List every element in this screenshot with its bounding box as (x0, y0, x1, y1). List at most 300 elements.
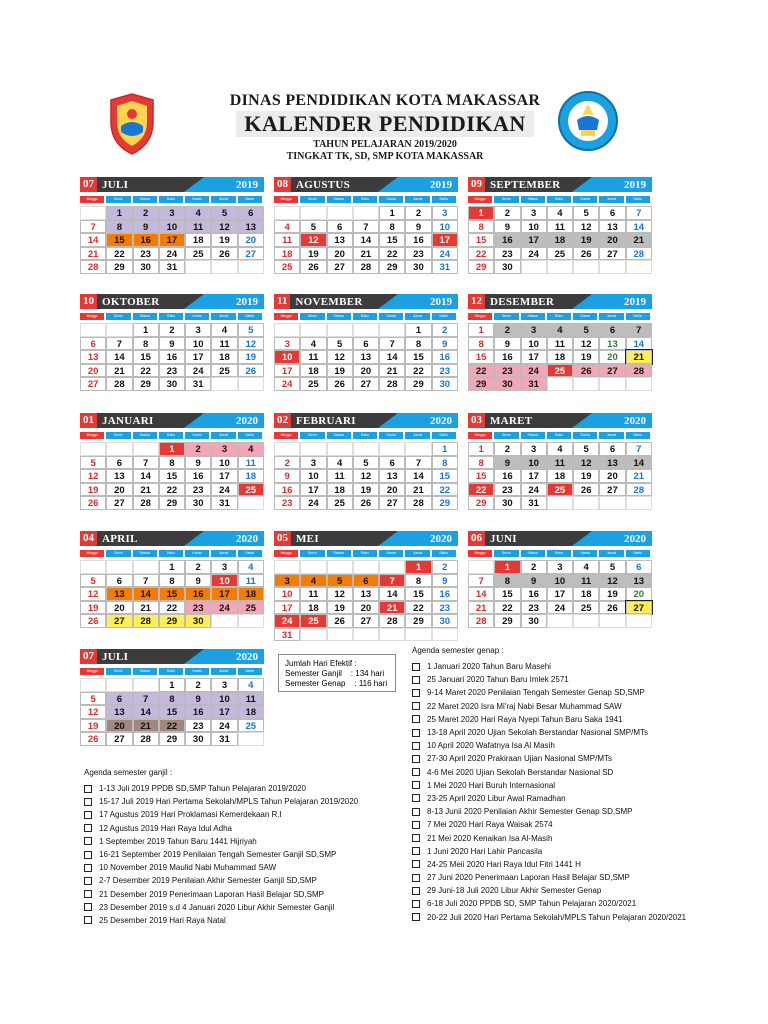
day-cell: 30 (185, 614, 211, 628)
month-number: 12 (468, 294, 485, 309)
day-cell: 3 (300, 456, 326, 470)
day-cell: 14 (133, 705, 159, 719)
day-cell: 12 (599, 574, 625, 588)
day-cell: 17 (211, 705, 237, 719)
agenda-semester-ganjil (84, 768, 414, 927)
day-cell: 3 (521, 323, 547, 337)
day-cell: 6 (599, 323, 625, 337)
month-header (274, 413, 458, 428)
agenda-item (412, 871, 742, 884)
weekday-label: Rabu (159, 550, 185, 557)
day-cell (80, 323, 106, 337)
day-cell: 10 (211, 692, 237, 706)
weekday-label: Jumat (405, 550, 431, 557)
agenda-item-text: 2-7 Desember 2019 Penilaian Akhir Semester Ganjil SD,SMP (99, 876, 317, 886)
day-cell: 22 (379, 247, 405, 261)
month-calendar (274, 413, 458, 510)
checkbox-icon[interactable] (84, 903, 92, 911)
day-cell: 27 (327, 260, 353, 274)
checkbox-icon[interactable] (412, 821, 420, 829)
day-cell: 5 (300, 220, 326, 234)
day-cell (274, 442, 300, 456)
agenda-item-text: 16-21 September 2019 Penilaian Tengah Semester Ganjil SD,SMP (99, 850, 337, 860)
day-cell: 5 (80, 692, 106, 706)
month-name: MARET (490, 414, 533, 427)
weekday-label: Jumat (405, 432, 431, 439)
weekday-label: Minggu (468, 550, 494, 557)
day-cell: 30 (185, 496, 211, 510)
day-cell: 24 (547, 601, 573, 615)
day-cell: 22 (494, 601, 520, 615)
day-grid (80, 678, 264, 746)
day-cell: 13 (599, 220, 625, 234)
day-cell: 15 (405, 350, 431, 364)
day-cell: 30 (494, 260, 520, 274)
day-cell: 27 (80, 377, 106, 391)
day-cell: 22 (468, 483, 494, 497)
weekday-label: Rabu (353, 313, 379, 320)
day-cell: 23 (185, 483, 211, 497)
checkbox-icon[interactable] (84, 811, 92, 819)
day-cell: 27 (353, 377, 379, 391)
month-number: 02 (274, 413, 291, 428)
checkbox-icon[interactable] (84, 837, 92, 845)
day-cell: 18 (547, 233, 573, 247)
checkbox-icon[interactable] (412, 755, 420, 763)
checkbox-icon[interactable] (84, 824, 92, 832)
day-cell: 13 (626, 574, 652, 588)
day-cell: 27 (106, 614, 132, 628)
weekday-label: Selasa (133, 313, 159, 320)
day-cell: 25 (547, 364, 573, 378)
day-cell: 11 (547, 220, 573, 234)
day-cell: 30 (405, 260, 431, 274)
day-cell: 31 (521, 496, 547, 510)
day-cell: 16 (494, 469, 520, 483)
day-cell: 9 (159, 337, 185, 351)
agenda-item (84, 808, 414, 821)
day-cell (353, 323, 379, 337)
day-cell: 24 (274, 614, 300, 628)
agenda-item (412, 779, 742, 792)
month-number: 05 (274, 531, 291, 546)
day-cell (626, 377, 652, 391)
checkbox-icon[interactable] (412, 913, 420, 921)
agenda-item (84, 888, 414, 901)
day-cell: 24 (211, 483, 237, 497)
day-cell: 2 (521, 560, 547, 574)
day-cell (353, 628, 379, 642)
day-cell (379, 323, 405, 337)
day-cell: 9 (133, 220, 159, 234)
day-cell: 1 (133, 323, 159, 337)
month-calendar (274, 177, 458, 274)
month-year: 2020 (624, 532, 646, 545)
month-name: MEI (296, 532, 319, 545)
month-number: 08 (274, 177, 291, 192)
day-cell: 24 (521, 364, 547, 378)
day-cell: 12 (573, 456, 599, 470)
day-cell: 14 (133, 587, 159, 601)
day-cell: 28 (80, 260, 106, 274)
day-cell: 12 (327, 587, 353, 601)
day-grid (274, 323, 458, 391)
day-cell: 2 (274, 456, 300, 470)
weekday-label: Rabu (547, 432, 573, 439)
day-cell: 14 (133, 469, 159, 483)
day-cell: 11 (300, 350, 326, 364)
day-cell (238, 496, 264, 510)
agenda-item (84, 835, 414, 848)
day-cell: 8 (494, 574, 520, 588)
day-cell: 15 (159, 587, 185, 601)
day-cell: 10 (521, 220, 547, 234)
day-cell: 21 (106, 364, 132, 378)
day-cell: 1 (468, 323, 494, 337)
day-cell (300, 560, 326, 574)
day-cell: 26 (573, 483, 599, 497)
day-grid (468, 206, 652, 274)
weekday-label: Kamis (379, 550, 405, 557)
agenda-item-text: 1 Januari 2020 Tahun Baru Masehi (427, 662, 551, 672)
day-cell: 6 (106, 692, 132, 706)
day-cell: 15 (405, 587, 431, 601)
day-cell: 1 (405, 323, 431, 337)
day-cell: 4 (547, 206, 573, 220)
day-cell: 8 (432, 456, 458, 470)
day-cell: 21 (626, 350, 652, 364)
day-cell: 25 (238, 483, 264, 497)
day-cell: 20 (353, 364, 379, 378)
weekday-label: Senin (300, 550, 326, 557)
agenda-item-text: 10 April 2020 Wafatnya Isa Al Masih (427, 741, 555, 751)
day-cell: 14 (405, 469, 431, 483)
agenda-item-text: 25 Desember 2019 Hari Raya Natal (99, 915, 226, 925)
month-year: 2019 (236, 295, 258, 308)
month-header (468, 413, 652, 428)
day-cell: 11 (238, 692, 264, 706)
month-year: 2019 (624, 295, 646, 308)
day-cell (599, 260, 625, 274)
weekday-label: Senin (494, 550, 520, 557)
day-cell: 6 (626, 560, 652, 574)
day-cell: 24 (521, 483, 547, 497)
day-cell: 16 (185, 469, 211, 483)
day-cell: 11 (547, 337, 573, 351)
day-cell: 2 (432, 323, 458, 337)
checkbox-icon[interactable] (412, 847, 420, 855)
day-cell: 10 (521, 337, 547, 351)
checkbox-icon[interactable] (412, 860, 420, 868)
day-cell: 9 (274, 469, 300, 483)
day-cell: 4 (300, 337, 326, 351)
day-cell (274, 323, 300, 337)
weekday-label: Kamis (573, 196, 599, 203)
day-cell: 29 (468, 496, 494, 510)
day-cell: 20 (327, 247, 353, 261)
day-cell: 4 (238, 678, 264, 692)
day-cell (468, 560, 494, 574)
day-cell: 5 (599, 560, 625, 574)
day-cell: 19 (599, 587, 625, 601)
day-cell: 29 (133, 377, 159, 391)
weekday-label: Rabu (547, 196, 573, 203)
day-cell: 12 (80, 587, 106, 601)
day-cell: 10 (274, 350, 300, 364)
agenda-item (412, 845, 742, 858)
day-cell (521, 260, 547, 274)
day-cell: 10 (211, 456, 237, 470)
day-cell (106, 442, 132, 456)
day-cell (80, 560, 106, 574)
day-cell: 3 (211, 678, 237, 692)
day-cell: 18 (327, 483, 353, 497)
weekday-label: Sabtu (626, 432, 652, 439)
checkbox-icon[interactable] (412, 663, 420, 671)
weekday-label: Selasa (521, 313, 547, 320)
day-cell (133, 442, 159, 456)
day-cell: 13 (106, 469, 132, 483)
checkbox-icon[interactable] (412, 715, 420, 723)
checkbox-icon[interactable] (412, 808, 420, 816)
weekday-label: Senin (494, 313, 520, 320)
day-cell: 9 (494, 337, 520, 351)
day-cell (599, 496, 625, 510)
day-cell: 15 (468, 233, 494, 247)
day-cell: 5 (327, 337, 353, 351)
day-cell: 30 (432, 614, 458, 628)
day-cell: 26 (599, 601, 625, 615)
day-cell (327, 442, 353, 456)
month-calendar (468, 177, 652, 274)
day-cell: 7 (133, 574, 159, 588)
day-cell: 23 (494, 364, 520, 378)
weekday-header (274, 196, 458, 203)
agenda-item-text: 22 Maret 2020 Isra Mi'raj Nabi Besar Muhammad SAW (427, 701, 622, 711)
weekday-label: Minggu (274, 432, 300, 439)
checkbox-icon[interactable] (412, 689, 420, 697)
day-cell: 22 (432, 483, 458, 497)
day-cell: 25 (238, 601, 264, 615)
weekday-label: Rabu (547, 313, 573, 320)
day-cell: 3 (521, 442, 547, 456)
day-cell: 19 (327, 364, 353, 378)
day-cell: 31 (211, 496, 237, 510)
checkbox-icon[interactable] (412, 794, 420, 802)
day-cell (379, 628, 405, 642)
checkbox-icon[interactable] (84, 877, 92, 885)
checkbox-icon[interactable] (412, 768, 420, 776)
day-cell: 26 (353, 496, 379, 510)
day-cell: 12 (80, 705, 106, 719)
header-level: TINGKAT TK, SD, SMP KOTA MAKASSAR (286, 151, 484, 162)
day-cell: 26 (80, 614, 106, 628)
day-cell: 16 (432, 350, 458, 364)
day-cell: 9 (185, 692, 211, 706)
day-cell: 19 (573, 469, 599, 483)
day-cell: 5 (80, 456, 106, 470)
day-cell: 29 (468, 260, 494, 274)
day-cell: 20 (379, 483, 405, 497)
weekday-header (80, 196, 264, 203)
agenda-item (412, 897, 742, 910)
day-cell: 3 (159, 206, 185, 220)
weekday-label: Rabu (159, 313, 185, 320)
checkbox-icon[interactable] (412, 900, 420, 908)
month-name: APRIL (102, 532, 138, 545)
weekday-header (274, 432, 458, 439)
day-cell: 17 (211, 469, 237, 483)
month-header (274, 531, 458, 546)
month-year: 2020 (236, 414, 258, 427)
day-cell: 30 (521, 614, 547, 628)
day-cell (405, 628, 431, 642)
day-cell: 24 (300, 496, 326, 510)
month-name: JANUARI (102, 414, 154, 427)
month-calendar (80, 649, 264, 746)
day-cell: 26 (327, 614, 353, 628)
weekday-label: Sabtu (432, 313, 458, 320)
checkbox-icon[interactable] (84, 916, 92, 924)
day-cell: 10 (159, 220, 185, 234)
day-cell: 25 (211, 364, 237, 378)
day-cell (106, 323, 132, 337)
day-cell: 27 (626, 601, 652, 615)
day-cell (80, 206, 106, 220)
checkbox-icon[interactable] (84, 785, 92, 793)
day-cell: 6 (106, 456, 132, 470)
day-cell: 2 (432, 560, 458, 574)
day-cell: 23 (432, 364, 458, 378)
day-cell: 29 (468, 377, 494, 391)
agenda-genap-title: Agenda semester genap : (412, 646, 504, 655)
agenda-item-text: 27 Juni 2020 Penerimaan Laporan Hasil Belajar SD,SMP (427, 873, 630, 883)
day-cell: 25 (185, 247, 211, 261)
day-cell: 22 (159, 483, 185, 497)
weekday-label: Senin (106, 550, 132, 557)
day-cell: 18 (547, 469, 573, 483)
weekday-header (80, 432, 264, 439)
day-cell: 13 (238, 220, 264, 234)
checkbox-icon[interactable] (412, 781, 420, 789)
agenda-item (412, 713, 742, 726)
day-cell: 4 (573, 560, 599, 574)
weekday-label: Senin (106, 668, 132, 675)
agenda-item-text: 9-14 Maret 2020 Penilaian Tengah Semester Genap SD,SMP (427, 688, 645, 698)
weekday-label: Minggu (80, 196, 106, 203)
day-cell: 8 (133, 337, 159, 351)
day-cell: 19 (327, 601, 353, 615)
weekday-label: Minggu (80, 313, 106, 320)
checkbox-icon[interactable] (412, 874, 420, 882)
day-cell: 18 (300, 601, 326, 615)
day-cell: 8 (159, 692, 185, 706)
day-cell: 22 (468, 247, 494, 261)
checkbox-icon[interactable] (412, 742, 420, 750)
day-cell: 29 (405, 377, 431, 391)
day-cell: 20 (80, 364, 106, 378)
month-calendar (468, 294, 652, 391)
agenda-item-text: 4-6 Mei 2020 Ujian Sekolah Berstandar Nasional SD (427, 767, 614, 777)
weekday-label: Jumat (211, 550, 237, 557)
day-grid (274, 206, 458, 274)
day-cell: 15 (379, 233, 405, 247)
checkbox-icon[interactable] (84, 864, 92, 872)
day-cell: 10 (521, 456, 547, 470)
checkbox-icon[interactable] (412, 887, 420, 895)
day-cell: 5 (80, 574, 106, 588)
day-cell (211, 377, 237, 391)
month-year: 2020 (236, 532, 258, 545)
day-cell: 3 (432, 206, 458, 220)
weekday-label: Rabu (353, 432, 379, 439)
header-agency: DINAS PENDIDIKAN KOTA MAKASSAR (229, 92, 541, 109)
day-cell: 3 (211, 560, 237, 574)
day-cell: 26 (573, 364, 599, 378)
day-cell: 16 (494, 350, 520, 364)
agenda-item (412, 792, 742, 805)
month-number: 07 (80, 177, 97, 192)
month-name: JUNI (490, 532, 517, 545)
weekday-label: Jumat (405, 196, 431, 203)
day-cell: 27 (599, 247, 625, 261)
agenda-item-text: 13-18 April 2020 Ujian Sekolah Berstandar Nasional SMP/MTs (427, 728, 649, 738)
day-cell: 18 (211, 350, 237, 364)
weekday-label: Sabtu (238, 196, 264, 203)
agenda-item (412, 805, 742, 818)
agenda-item (412, 818, 742, 831)
agenda-ganjil-title: Agenda semester ganjil : (84, 768, 173, 777)
weekday-label: Kamis (573, 432, 599, 439)
month-calendar (80, 177, 264, 274)
day-cell: 7 (379, 574, 405, 588)
day-cell: 11 (238, 574, 264, 588)
day-cell: 20 (599, 469, 625, 483)
day-cell: 9 (432, 337, 458, 351)
checkbox-icon[interactable] (84, 851, 92, 859)
day-cell: 18 (238, 587, 264, 601)
day-cell: 19 (573, 233, 599, 247)
day-cell (599, 377, 625, 391)
checkbox-icon[interactable] (412, 702, 420, 710)
day-cell: 4 (211, 323, 237, 337)
day-cell: 30 (432, 377, 458, 391)
day-cell: 30 (133, 260, 159, 274)
checkbox-icon[interactable] (84, 890, 92, 898)
month-year: 2019 (430, 295, 452, 308)
day-cell: 21 (133, 719, 159, 733)
weekday-label: Minggu (274, 196, 300, 203)
checkbox-icon[interactable] (412, 834, 420, 842)
day-cell: 27 (599, 364, 625, 378)
day-cell: 20 (106, 719, 132, 733)
day-grid (468, 323, 652, 391)
day-cell (133, 678, 159, 692)
agenda-item (412, 752, 742, 765)
weekday-label: Minggu (80, 432, 106, 439)
weekday-label: Minggu (274, 313, 300, 320)
day-cell: 14 (626, 337, 652, 351)
day-cell: 16 (274, 483, 300, 497)
weekday-label: Rabu (547, 550, 573, 557)
checkbox-icon[interactable] (412, 676, 420, 684)
checkbox-icon[interactable] (412, 729, 420, 737)
checkbox-icon[interactable] (84, 798, 92, 806)
day-cell (300, 323, 326, 337)
day-cell (211, 260, 237, 274)
day-cell (353, 560, 379, 574)
month-header (274, 294, 458, 309)
